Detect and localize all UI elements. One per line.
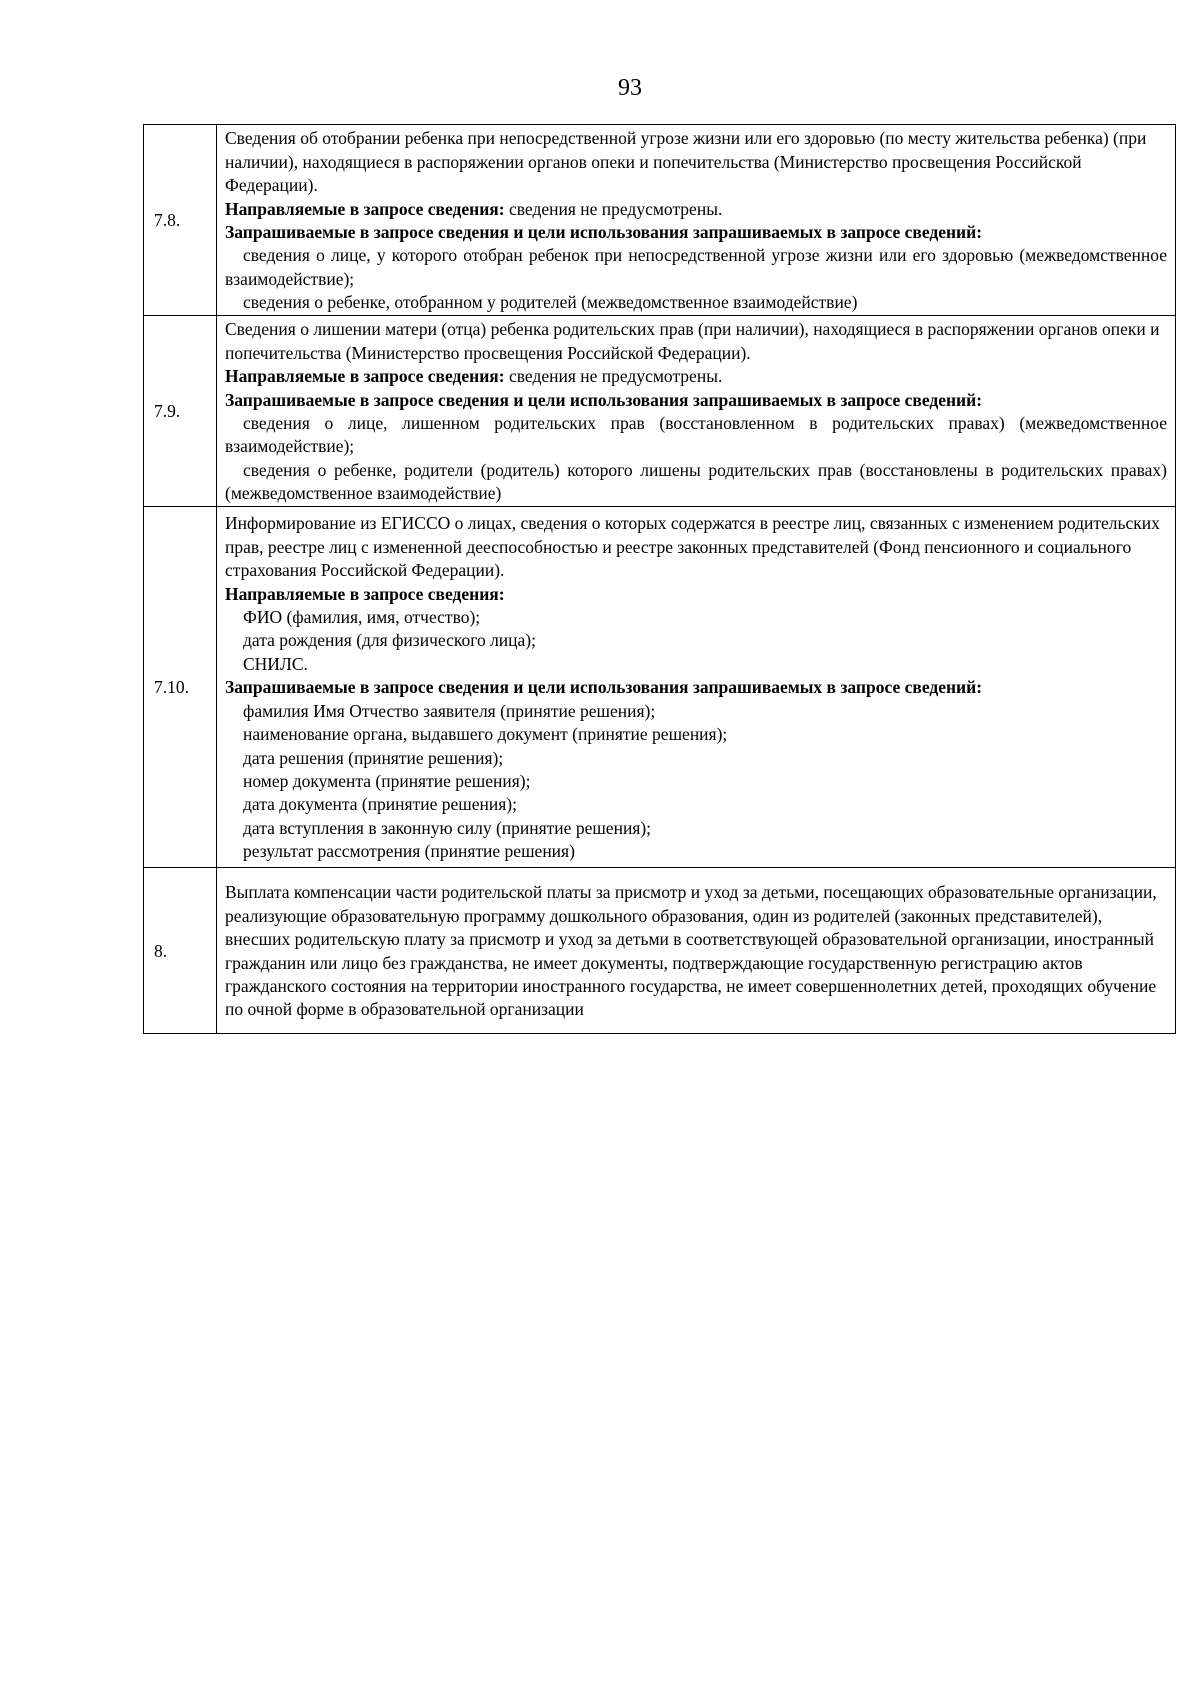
sent-label: Направляемые в запросе сведения:	[225, 583, 505, 604]
table-row	[144, 868, 1176, 1034]
row-number: 7.10.	[144, 507, 217, 868]
requested-label: Запрашиваемые в запросе сведения и цели использования запрашиваемых в запросе сведений:	[225, 389, 983, 410]
table-row	[144, 507, 1176, 868]
list-item: ФИО (фамилия, имя, отчество);	[243, 607, 481, 628]
list-item: сведения о ребенке, отобранном у родителей (межведомственное взаимодействие)	[243, 292, 858, 313]
list-item: наименование органа, выдавшего документ (принятие решения);	[243, 724, 728, 745]
list-item: дата документа (принятие решения);	[243, 794, 517, 815]
row-number: 8.	[144, 868, 217, 1034]
list-item: дата решения (принятие решения);	[243, 747, 504, 768]
list-item: фамилия Имя Отчество заявителя (принятие решения);	[243, 700, 656, 721]
row-content	[217, 507, 1176, 868]
sent-value: сведения не предусмотрены.	[504, 366, 723, 387]
page-number: 93	[618, 75, 642, 101]
list-item: номер документа (принятие решения);	[243, 770, 531, 791]
sent-label: Направляемые в запросе сведения:	[225, 198, 505, 219]
list-item: дата рождения (для физического лица);	[243, 630, 536, 651]
sent-label: Направляемые в запросе сведения:	[225, 366, 505, 387]
requested-label: Запрашиваемые в запросе сведения и цели использования запрашиваемых в запросе сведений:	[225, 677, 983, 698]
list-item: сведения о лице, лишенном родительских прав (восстановленном в родительских правах) (межведомственное взаимодействие);	[225, 413, 1167, 457]
row-text: Выплата компенсации части родительской платы за присмотр и уход за детьми, посещающих образовательные организации, реализующие образовательную программу дошкольного образования, один из родителей (законных представителей), внесших родительскую плату за присмотр и уход за детьми в соответствующей образовательной организации, иностранный гражданин или лицо без гражданства, не имеет документы, подтверждающие государственную регистрацию актов гражданского состояния на территории иностранного государства, не имеет совершеннолетних детей, проходящих обучение по очной форме в образовательной организации	[225, 882, 1157, 1020]
row-content	[217, 125, 1176, 316]
row-content	[217, 316, 1176, 507]
list-item: СНИЛС.	[243, 653, 308, 674]
list-item: сведения о ребенке, родители (родитель) которого лишены родительских прав (восстановлены в родительских правах) (межведомственное взаимодействие)	[225, 459, 1167, 504]
list-item: дата вступления в законную силу (принятие решения);	[243, 817, 652, 838]
table-row	[144, 316, 1176, 507]
sent-info	[225, 365, 1167, 388]
requested-label: Запрашиваемые в запросе сведения и цели использования запрашиваемых в запросе сведений:	[225, 222, 983, 242]
sent-info	[225, 198, 1167, 221]
row-content	[217, 868, 1176, 1034]
row-intro: Информирование из ЕГИССО о лицах, сведения о которых содержатся в реестре лиц, связанных с изменением родительских прав, реестре лиц с измененной дееспособностью и реестре законных представителей (Фонд пенсионного и социального страхования Российской Федерации).	[225, 513, 1160, 581]
sent-value: сведения не предусмотрены.	[504, 198, 723, 219]
row-number: 7.8.	[144, 125, 217, 316]
row-number: 7.9.	[144, 316, 217, 507]
row-intro: Сведения об отобрании ребенка при непосредственной угрозе жизни или его здоровью (по месту жительства ребенка) (при наличии), находящиеся в распоряжении органов опеки и попечительства (Министерство просвещения Российской Федерации).	[225, 128, 1147, 196]
list-item: сведения о лице, у которого отобран ребенок при непосредственной угрозе жизни или его здоровью (межведомственное взаимодействие);	[225, 245, 1167, 289]
list-item: результат рассмотрения (принятие решения)	[243, 841, 575, 862]
table-row	[144, 125, 1176, 316]
document-table	[143, 124, 1176, 1034]
row-intro: Сведения о лишении матери (отца) ребенка родительских прав (при наличии), находящиеся в распоряжении органов опеки и попечительства (Министерство просвещения Российской Федерации).	[225, 319, 1160, 363]
